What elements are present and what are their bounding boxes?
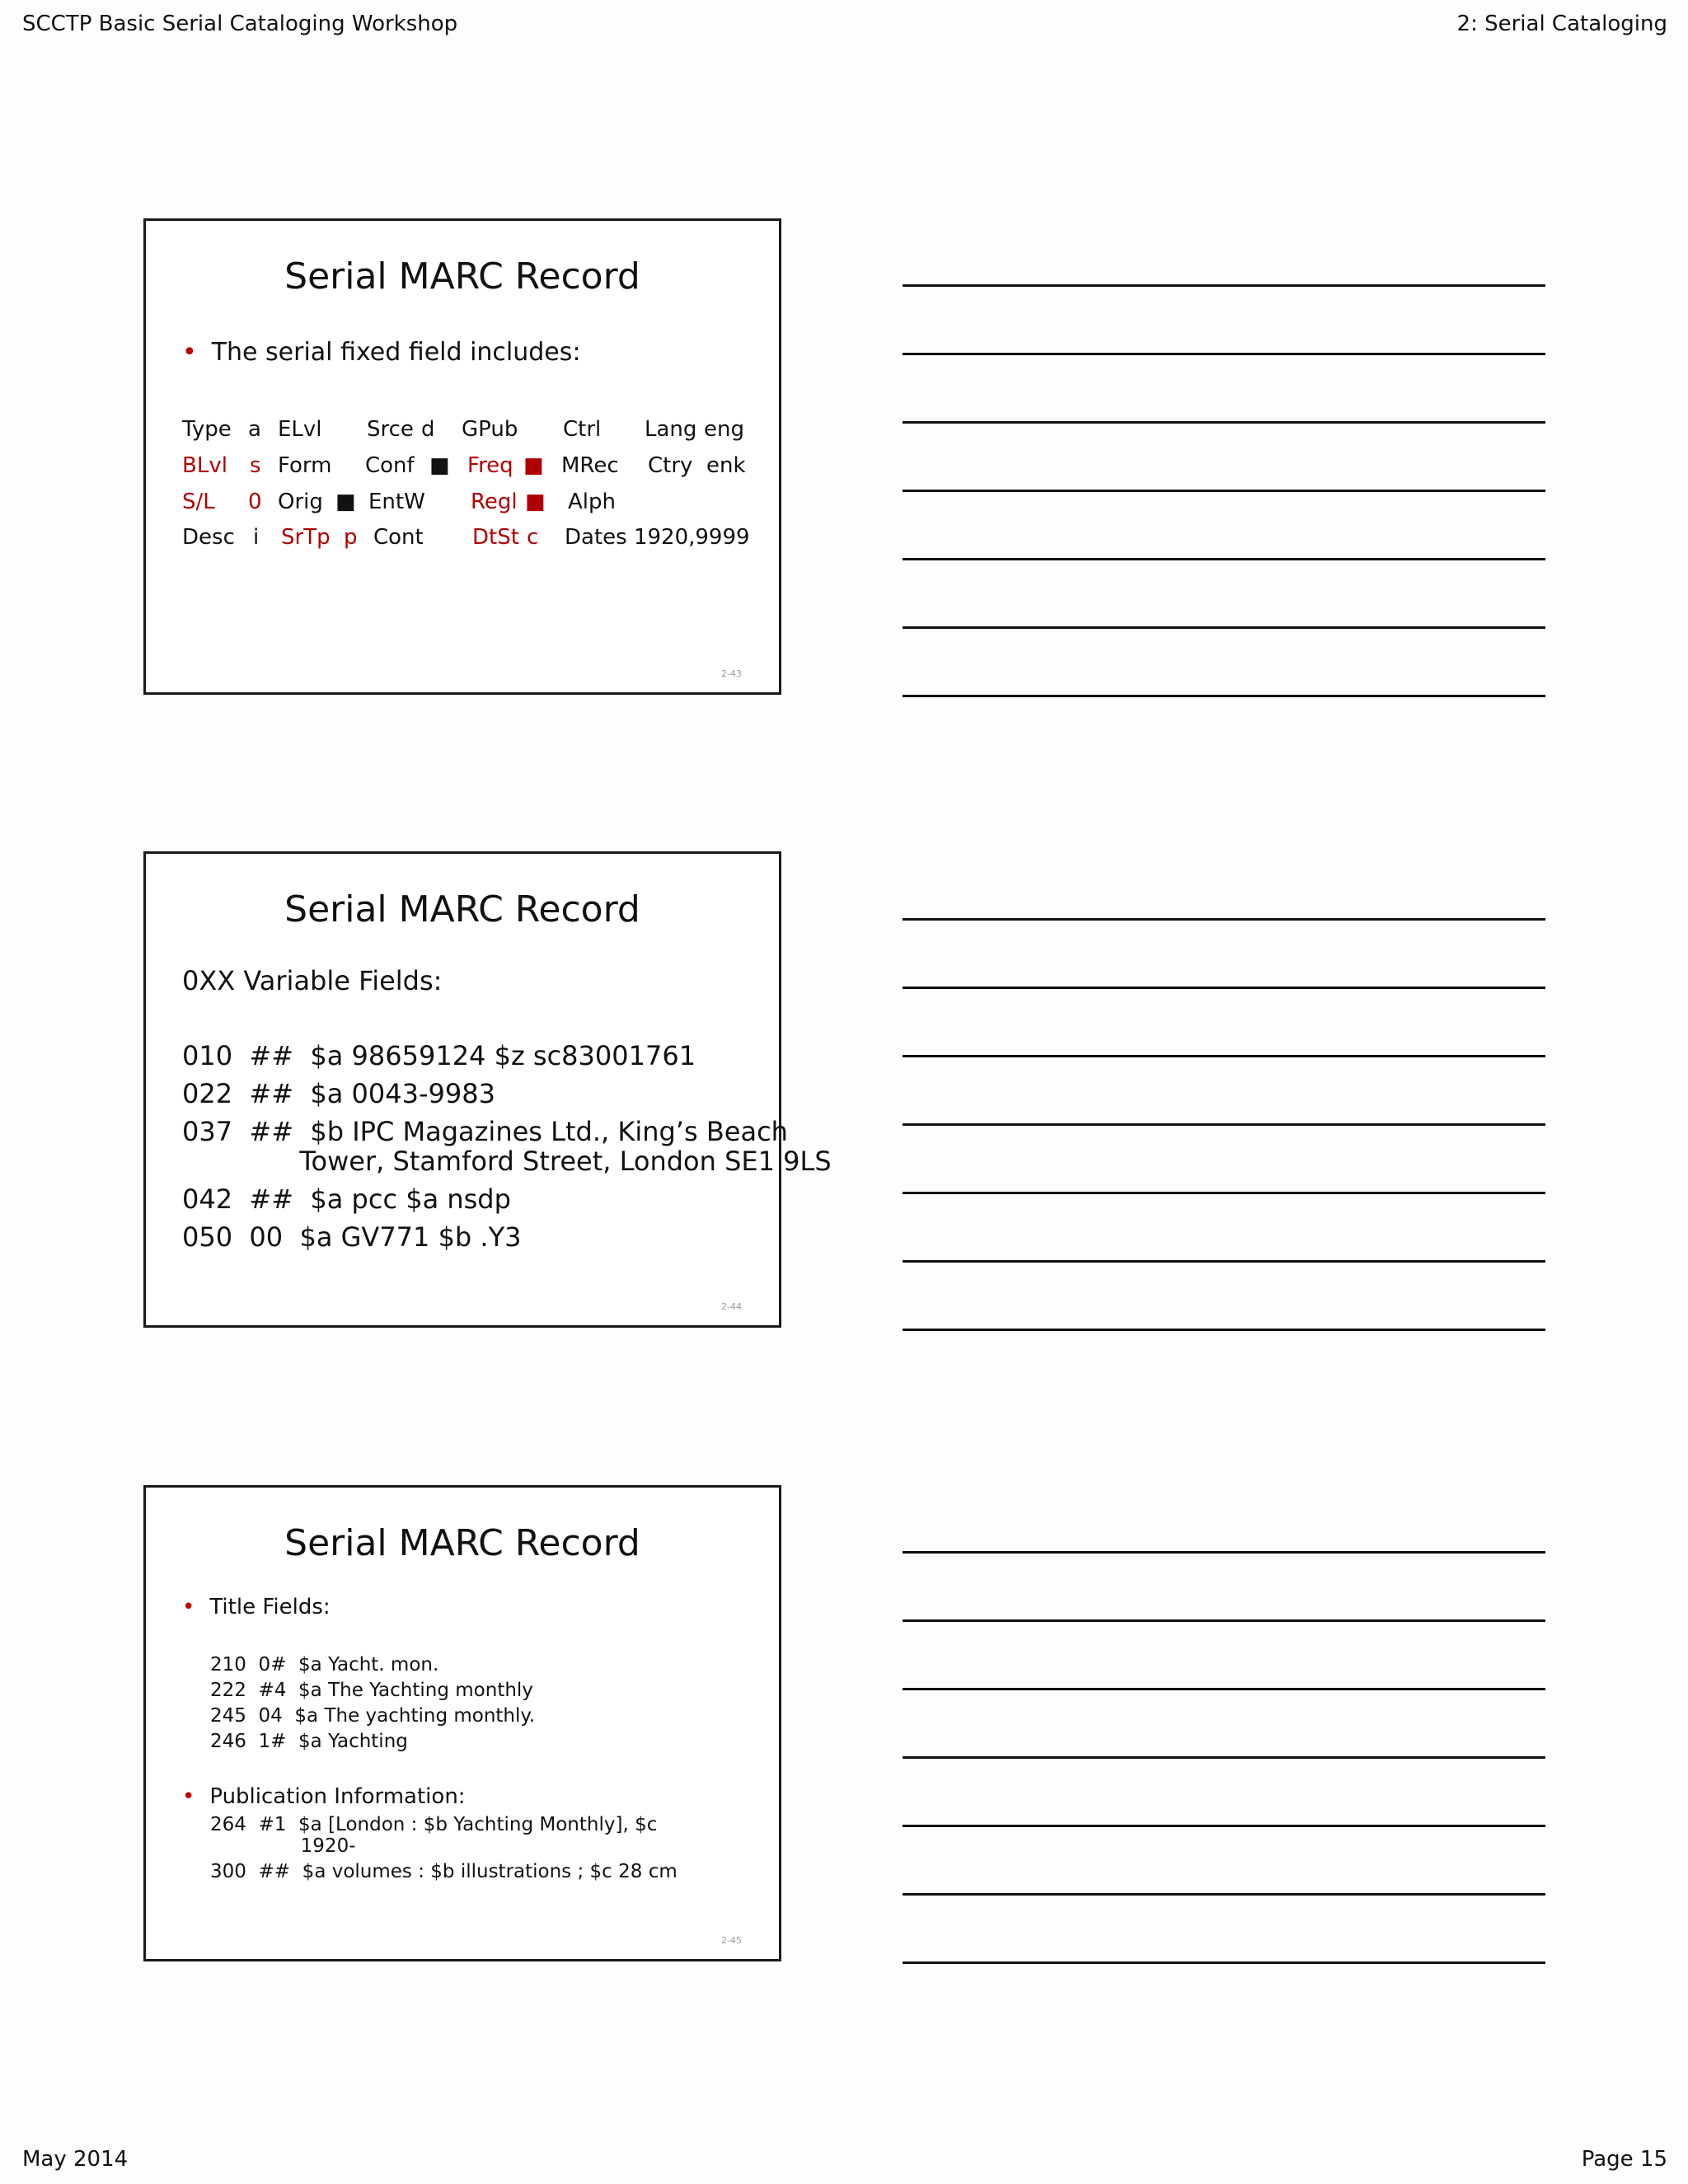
- ff-label: S/L: [182, 490, 215, 514]
- ff-value: a: [248, 417, 261, 442]
- note-line: [903, 918, 1545, 921]
- page-footer-right: Page 15: [1581, 2147, 1667, 2172]
- marc-field-264-cont: 1920-: [210, 1835, 356, 1857]
- note-line: [903, 1688, 1545, 1690]
- ff-label: Ctry: [648, 453, 693, 478]
- bullet-publication: [182, 1784, 466, 1809]
- bullet-dot: •: [182, 338, 197, 367]
- variable-fields-heading: 0XX Variable Fields:: [182, 965, 443, 996]
- marc-field-022: 022 ## $a 0043-9983: [182, 1078, 495, 1109]
- ff-label: Freq: [467, 453, 513, 478]
- note-line: [903, 1551, 1545, 1554]
- bullet-dot: •: [182, 1595, 195, 1619]
- ff-value: eng: [704, 417, 744, 442]
- marc-field-246: 246 1# $a Yachting: [210, 1731, 408, 1752]
- note-line: [903, 1825, 1545, 1827]
- ff-value: ■: [525, 490, 546, 514]
- note-line: [903, 1893, 1545, 1896]
- marc-field-050: 050 00 $a GV771 $b .Y3: [182, 1221, 522, 1253]
- ff-label: SrTp: [281, 525, 331, 550]
- slide-2-43: [143, 218, 781, 695]
- bullet-dot: •: [182, 1784, 195, 1809]
- marc-field-037-cont: Tower, Stamford Street, London SE1 9LS: [182, 1146, 832, 1177]
- ff-label: Srce: [367, 417, 414, 442]
- ff-label: DtSt: [472, 525, 519, 550]
- ff-label: Regl: [471, 490, 518, 514]
- ff-label: BLvl: [182, 453, 227, 478]
- bullet-fixed-field: [182, 338, 581, 367]
- ff-value: s: [250, 453, 261, 478]
- ff-value: Dates 1920,9999: [565, 525, 750, 550]
- note-line: [903, 1756, 1545, 1759]
- marc-field-210: 210 0# $a Yacht. mon.: [210, 1654, 439, 1675]
- marc-field-042: 042 ## $a pcc $a nsdp: [182, 1183, 511, 1215]
- ff-label: Conf: [365, 453, 415, 478]
- ff-label: Desc: [182, 525, 235, 550]
- ff-value: ■: [335, 490, 356, 514]
- ff-label: EntW: [368, 490, 425, 514]
- ff-value: p: [344, 525, 358, 550]
- slide-title: Serial MARC Record: [284, 888, 640, 930]
- ff-value: i: [253, 525, 260, 550]
- slide-title: Serial MARC Record: [284, 1522, 640, 1564]
- ff-value: d: [421, 417, 435, 442]
- slide-number: 2-44: [721, 1301, 742, 1312]
- note-line: [903, 490, 1545, 492]
- note-line: [903, 1329, 1545, 1331]
- ff-label: Alph: [568, 490, 616, 514]
- note-line: [903, 1192, 1545, 1194]
- marc-field-010: 010 ## $a 98659124 $z sc83001761: [182, 1040, 696, 1071]
- ff-value: ■: [523, 453, 544, 478]
- ff-label: MRec: [561, 453, 619, 478]
- note-line: [903, 1123, 1545, 1126]
- ff-value: c: [527, 525, 539, 550]
- bullet-title-fields: [182, 1595, 331, 1619]
- slide-number: 2-45: [721, 1935, 742, 1946]
- note-line: [903, 353, 1545, 355]
- ff-label: Lang: [645, 417, 697, 442]
- ff-label: Form: [278, 453, 332, 478]
- marc-field-264: 264 #1 $a [London : $b Yachting Monthly], $c: [210, 1814, 658, 1835]
- ff-label: GPub: [462, 417, 518, 442]
- note-line: [903, 1260, 1545, 1263]
- page-header-right: 2: Serial Cataloging: [1456, 12, 1667, 36]
- slide-title: Serial MARC Record: [284, 255, 640, 298]
- ff-label: Cont: [373, 525, 424, 550]
- ff-label: Type: [182, 417, 232, 442]
- note-line: [903, 1961, 1545, 1964]
- bullet-text: The serial fixed field includes:: [211, 338, 581, 367]
- ff-value: ■: [429, 453, 450, 478]
- ff-value: enk: [706, 453, 746, 478]
- note-line: [903, 987, 1545, 989]
- note-line: [903, 421, 1545, 424]
- ff-label: Orig: [278, 490, 323, 514]
- marc-field-300: 300 ## $a volumes : $b illustrations ; $c 28 cm: [210, 1861, 678, 1882]
- ff-label: Ctrl: [563, 417, 602, 442]
- note-line: [903, 626, 1545, 629]
- note-line: [903, 1619, 1545, 1622]
- slide-2-44: [143, 851, 832, 1328]
- page-footer-left: May 2014: [22, 2147, 129, 2172]
- marc-field-245: 245 04 $a The yachting monthly.: [210, 1705, 536, 1727]
- page-header-left: SCCTP Basic Serial Cataloging Workshop: [22, 12, 458, 36]
- bullet-text: Title Fields:: [209, 1595, 331, 1619]
- note-line: [903, 284, 1545, 287]
- marc-field-222: 222 #4 $a The Yachting monthly: [210, 1680, 533, 1701]
- marc-field-037: 037 ## $b IPC Magazines Ltd., King’s Beach: [182, 1116, 788, 1147]
- ff-value: 0: [248, 490, 262, 514]
- note-line: [903, 1055, 1545, 1057]
- ff-label: ELvl: [278, 417, 322, 442]
- slide-number: 2-43: [721, 668, 742, 679]
- note-line: [903, 695, 1545, 697]
- bullet-text: Publication Information:: [209, 1784, 466, 1809]
- note-line: [903, 558, 1545, 560]
- slide-2-45: [143, 1485, 781, 1961]
